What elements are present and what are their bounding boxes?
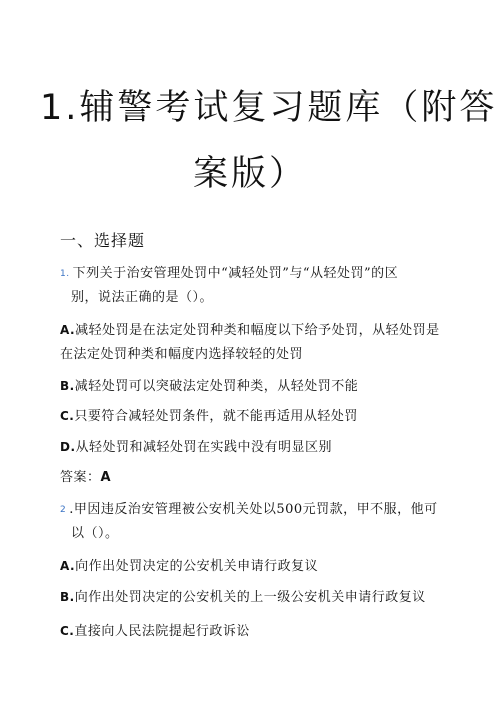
question-2-stem <box>60 502 438 518</box>
question-2-stem-line-1: .甲因违反治安管理被公安机关处以500元罚款，甲不服，他可 <box>69 502 438 517</box>
answer-value: A <box>100 470 112 485</box>
question-2-number: 2 <box>60 505 67 515</box>
question-1-option-d <box>60 439 332 456</box>
question-2-stem-line-2: 以（）。 <box>71 526 119 541</box>
question-1-option-a <box>60 322 440 339</box>
option-text: 只要符合减轻处罚条件，就不能再适用从轻处罚 <box>74 409 358 424</box>
question-1-number: 1. <box>60 269 70 279</box>
question-1-stem <box>60 266 398 282</box>
option-letter: C. <box>60 624 75 638</box>
document-title-line-1: 1.辅警考试复习题库（附答 <box>40 88 498 128</box>
option-letter: B. <box>60 379 75 393</box>
option-letter: A. <box>60 323 76 337</box>
option-letter: D. <box>60 440 76 454</box>
option-text: 减轻处罚是在法定处罚种类和幅度以下给予处罚，从轻处罚是 <box>75 323 440 338</box>
document-title-line-2: 案版） <box>192 154 307 194</box>
option-letter: C. <box>60 409 75 423</box>
section-heading: 一、选择题 <box>60 231 146 250</box>
question-2-option-c <box>60 623 250 640</box>
question-1-option-b <box>60 378 358 395</box>
option-text: 向作出处罚决定的公安机关申请行政复议 <box>75 559 319 574</box>
option-text: 直接向人民法院提起行政诉讼 <box>74 624 250 639</box>
option-letter: B. <box>60 590 75 604</box>
answer-label: 答案： <box>60 470 101 485</box>
question-1-stem-line-1: 下列关于治安管理处罚中“减轻处罚”与“从轻处罚”的区 <box>72 266 399 281</box>
question-1-stem-line-2: 别，说法正确的是（）。 <box>71 290 214 305</box>
question-1-answer <box>60 470 111 486</box>
option-text: 减轻处罚可以突破法定处罚种类，从轻处罚不能 <box>74 379 359 394</box>
option-text: 从轻处罚和减轻处罚在实践中没有明显区别 <box>75 440 333 455</box>
question-1-option-c <box>60 408 358 425</box>
option-text: 向作出处罚决定的公安机关的上一级公安机关申请行政复议 <box>74 590 426 605</box>
question-2-option-a <box>60 558 318 575</box>
option-letter: A. <box>60 559 76 573</box>
question-2-option-b <box>60 589 426 606</box>
question-1-option-a-line-2: 在法定处罚种类和幅度内选择较轻的处罚 <box>60 347 304 362</box>
